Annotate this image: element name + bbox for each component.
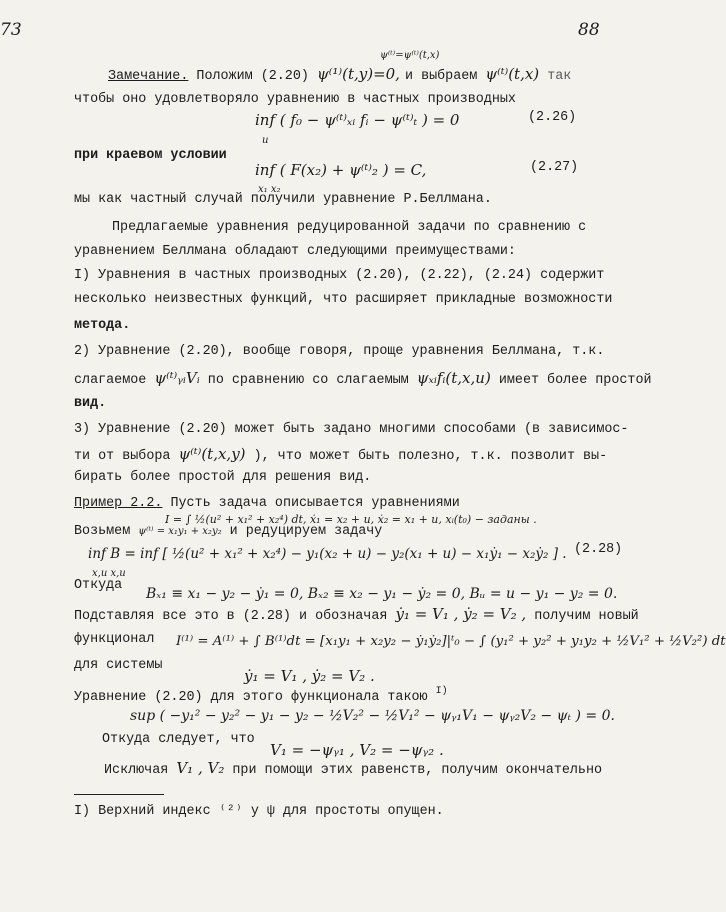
- text-line: метода.: [74, 318, 131, 333]
- text-line: I) Уравнения в частных производных (2.20), (2.22), (2.24) содержит: [74, 268, 605, 283]
- text-span: по сравнению со слагаемым: [207, 373, 409, 388]
- text-span: Пусть задача описывается уравнениями: [170, 496, 460, 511]
- formula-2-27-sub: x₁ x₂: [258, 184, 281, 195]
- equation-number: (2.28): [574, 542, 623, 557]
- formula-2-26-sub: u: [262, 135, 269, 146]
- text-line: мы как частный случай получили уравнение Р.Беллмана.: [74, 192, 492, 207]
- equation-number: (2.26): [528, 110, 577, 125]
- corner-number: 73: [0, 20, 22, 40]
- text-line: бирать более простой для решения вид.: [74, 470, 372, 485]
- text-line: [74, 446, 607, 465]
- formula-functional: I⁽¹⁾ = A⁽¹⁾ + ∫ B⁽¹⁾dt = [x₁y₁ + x₂y₂ − ẏ₁ẏ₂]|ᵗ₀ − ∫ (y₁² + y₂² + y₁y₂ + ½V₁² + ½V₂²) dt: [176, 634, 726, 649]
- text-line: уравнением Беллмана обладают следующими преимуществами:: [74, 244, 516, 259]
- text-line: Предлагаемые уравнения редуцированной задачи по сравнению с: [112, 220, 587, 235]
- remark-text: Положим (2.20): [196, 69, 309, 84]
- text-line: несколько неизвестных функций, что расширяет прикладные возможности: [74, 292, 613, 307]
- text-line: [74, 370, 652, 389]
- text-span: при помощи этих равенств, получим окончательно: [232, 763, 603, 778]
- formula-span: ψₓᵢfᵢ(t,x,u): [416, 369, 491, 387]
- formula-2-28: inf B = inf [ ½(u² + x₁² + x₂⁴) − y₁(x₂ + u) − y₂(x₁ + u) − x₁ẏ₁ − x₂ẏ₂ ] .: [88, 546, 567, 562]
- formula-sup: sup ( −y₁² − y₂² − y₁ − y₂ − ½V₂² − ½V₁² − ψᵧ₁V₁ − ψᵧ₂V₂ − ψₜ ) = 0.: [130, 708, 615, 724]
- remark-formula-upper: ψ⁽ᵗ⁾=ψ⁽ᵗ⁾(t,x): [380, 50, 440, 61]
- example-line: [74, 496, 460, 512]
- text-line: для системы: [74, 658, 163, 673]
- text-line: [74, 686, 448, 707]
- formula-controls: V₁ = −ψᵧ₁ , V₂ = −ψᵧ₂ .: [270, 741, 444, 759]
- text-line: 3) Уравнение (2.20) может быть задано многими способами (в зависимос-: [74, 422, 629, 437]
- equation-number: (2.27): [530, 160, 579, 175]
- formula-span: ψ⁽ᵗ⁾(t,x,y): [178, 445, 246, 463]
- text-line: [74, 524, 382, 540]
- text-span: ), что может быть полезно, т.к. позволит вы-: [253, 449, 608, 464]
- text-span: имеет более простой: [498, 373, 652, 388]
- example-label: Пример 2.2.: [74, 496, 163, 511]
- text-line: функционал: [74, 632, 155, 647]
- text-span: Исключая: [104, 763, 169, 778]
- text-line: при краевом условии: [74, 148, 227, 163]
- remark-formula-2: ψ⁽ᵗ⁾(t,x): [485, 65, 540, 83]
- text-span: Подставляя все это в (2.28) и обозначая: [74, 609, 388, 624]
- text-line: Откуда следует, что: [102, 732, 255, 747]
- formula-system: ẏ₁ = V₁ , ẏ₂ = V₂ .: [244, 667, 375, 685]
- remark-label: Замечание.: [108, 69, 189, 84]
- remark-choose-text: и выбраем: [405, 69, 478, 84]
- formula-2-28-sub: x,u x,u: [92, 568, 126, 579]
- text-span: получим новый: [534, 609, 639, 624]
- formula-derivatives: Bₓ₁ ≡ x₁ − y₂ − ẏ₁ = 0, Bₓ₂ ≡ x₂ − y₁ − ẏ₂ = 0, Bᵤ = u − y₁ − y₂ = 0.: [146, 586, 618, 602]
- remark-formula: ψ⁽¹⁾(t,y)=0,: [316, 65, 400, 83]
- text-line: Откуда: [74, 578, 123, 593]
- remark-text-2: [405, 66, 571, 85]
- text-line: [74, 606, 639, 625]
- page-number: 88: [578, 20, 600, 40]
- footnote: I) Верхний индекс ⁽²⁾ у ψ для простоты опущен.: [74, 804, 444, 819]
- text-span: и редуцируем задачу: [229, 524, 383, 539]
- footnote-rule: [74, 794, 164, 795]
- text-span: Возьмем: [74, 524, 131, 539]
- example-formula: I = ∫ ½(u² + x₁² + x₂⁴) dt, ẋ₁ = x₂ + u, ẋ₂ = x₁ + u, xᵢ(t₀) − заданы .: [165, 513, 537, 526]
- footnote-mark: I): [435, 686, 448, 697]
- formula-2-27: inf ( F(x₂) + ψ⁽ᵗ⁾₂ ) = C,: [255, 161, 427, 179]
- text-span: ти от выбора: [74, 449, 171, 464]
- remark-tail: так: [547, 69, 572, 84]
- text-line: 2) Уравнение (2.20), вообще говоря, проще уравнения Беллмана, т.к.: [74, 344, 605, 359]
- text-span: слагаемое: [74, 373, 147, 388]
- formula-span: ψ⁽ᵗ⁾ᵧᵢVᵢ: [154, 369, 200, 387]
- formula-span: V₁ , V₂: [176, 759, 225, 777]
- text-line: вид.: [74, 396, 107, 411]
- formula-2-26: inf ( f₀ − ψ⁽ᵗ⁾ₓᵢ fᵢ − ψ⁽ᵗ⁾ₜ ) = 0: [255, 111, 460, 129]
- text-span: Уравнение (2.20) для этого функционала такою: [74, 690, 428, 705]
- formula-span: ẏ₁ = V₁ , ẏ₂ = V₂ ,: [395, 605, 527, 623]
- text-line: [104, 760, 602, 779]
- formula-span: ψ⁽ᵗ⁾ = x₁y₁ + x₂y₂: [138, 526, 222, 537]
- text-line: чтобы оно удовлетворяло уравнению в частных производных: [74, 92, 516, 107]
- remark-line: [108, 66, 400, 85]
